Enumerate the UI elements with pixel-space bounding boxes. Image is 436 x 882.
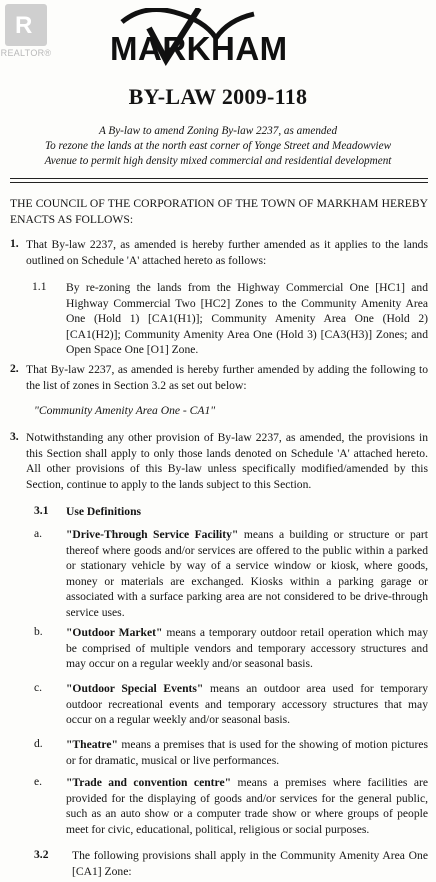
logo-wordmark: MARKHAM: [110, 30, 288, 67]
definition-outdoor-market: [66, 625, 428, 672]
definition-outdoor-special-events: [66, 681, 428, 728]
definition-term: "Trade and convention centre": [66, 776, 232, 789]
realtor-logo-icon: R: [5, 4, 47, 46]
section-2-quote: "Community Amenity Area One - CA1": [34, 404, 216, 417]
definition-text: means a premises where facilities are provided for the displaying of goods and/or services for the general public, such as an auto show or a computer trade show or where groups of people meet for civic, educational, political, religious or social purposes.: [66, 776, 428, 836]
realtor-watermark-label: REALTOR®: [0, 48, 52, 58]
subtitle-line: A By-law to amend Zoning By-law 2237, as amended: [98, 125, 338, 137]
definition-letter: e.: [34, 775, 43, 788]
realtor-watermark: [0, 0, 52, 62]
section-3-1-number: 3.1: [34, 504, 49, 517]
section-1-text: That By-law 2237, as amended is hereby further amended as it applies to the lands outlined on Schedule 'A' attached hereto as follows:: [26, 238, 428, 267]
enactment-clause: THE COUNCIL OF THE CORPORATION OF THE TOWN OF MARKHAM HEREBY ENACTS AS FOLLOWS:: [10, 197, 428, 226]
section-3-2-number: 3.2: [34, 848, 49, 861]
section-3-2-text: The following provisions shall apply in the Community Amenity Area One [CA1] Zone:: [72, 849, 428, 878]
section-2-number: 2.: [10, 362, 19, 375]
definition-term: "Drive-Through Service Facility": [66, 528, 239, 541]
header-divider: [10, 178, 428, 183]
definition-theatre: [66, 737, 428, 768]
section-1-1-text: By re-zoning the lands from the Highway Commercial One [HC1] and Highway Commercial Two [HC2] Zones to the Community Amenity Area One (Hold 1) [CA1(H1)]; Community Amenity Area One (Hold 2) [CA1(H2)]; Community Amenity Area One (Hold 3) [CA3(H3)] Zones; and Open Space One [O1] Zone.: [66, 281, 428, 356]
subtitle-line: To rezone the lands at the north east corner of Yonge Street and Meadowview: [44, 140, 392, 152]
definition-drive-through: [66, 527, 428, 620]
definition-letter: a.: [34, 527, 43, 540]
definition-letter: b.: [34, 625, 43, 638]
definition-letter: d.: [34, 737, 43, 750]
definition-letter: c.: [34, 681, 43, 694]
section-3-number: 3.: [10, 430, 19, 443]
section-1-number: 1.: [10, 237, 19, 250]
section-2-text: That By-law 2237, as amended is hereby further amended by adding the following to the list of zones in Section 3.2 as set out below:: [26, 363, 428, 392]
definition-text: means an outdoor area used for temporary outdoor recreational events and temporary accessory structures that may occur on a regular weekly and/or seasonal basis.: [66, 682, 428, 726]
document-title: BY-LAW 2009-118: [128, 84, 308, 109]
definition-text: means a building or structure or part thereof where goods and/or services are offered to the public within a parked or stationary vehicle by way of a service window or kiosk, where goods, money or materials are exchanged. Kiosks within a parking garage or associated with a surface parking area are not considered to be drive-through service uses.: [66, 528, 428, 619]
section-3-1-heading: Use Definitions: [66, 505, 142, 518]
definition-term: "Outdoor Special Events": [66, 682, 204, 695]
section-1-1-number: 1.1: [32, 280, 47, 293]
document-subtitle: [34, 124, 402, 169]
section-3-text: Notwithstanding any other provision of By-law 2237, as amended, the provisions in this Section shall apply to only those lands denoted on Schedule 'A' attached hereto. All other provisions of this By-law unless specifically modified/amended by this Section, continue to apply to the lands subject to this Section.: [26, 431, 428, 491]
definition-trade-convention-centre: [66, 775, 428, 837]
definition-text: means a premises that is used for the showing of motion pictures or for dramatic, musical or live performances.: [66, 738, 428, 767]
definition-term: "Outdoor Market": [66, 626, 163, 639]
subtitle-line: Avenue to permit high density mixed commercial and residential development: [44, 155, 392, 167]
definition-text: means a temporary outdoor retail operation which may be comprised of multiple vendors and temporary accessory structures and may occur on a regular weekly and/or seasonal basis.: [66, 626, 428, 670]
definition-term: "Theatre": [66, 738, 118, 751]
